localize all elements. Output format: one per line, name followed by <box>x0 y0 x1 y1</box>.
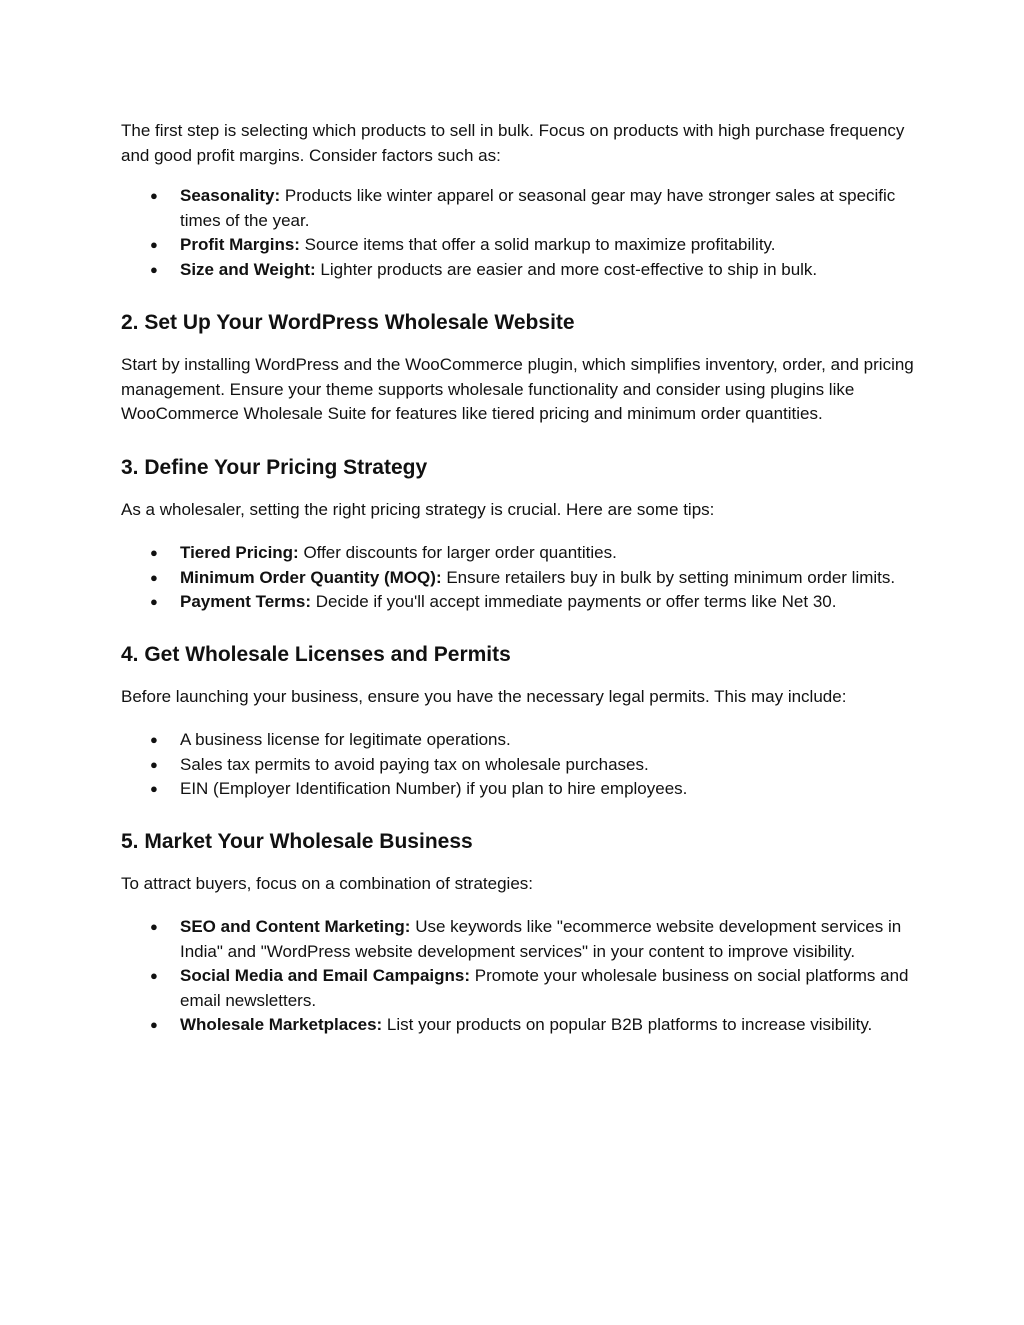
list-item <box>150 753 914 778</box>
item-label: Payment Terms: <box>180 592 312 611</box>
item-text: Sales tax permits to avoid paying tax on wholesale purchases. <box>180 754 649 774</box>
item-text: Use keywords like "ecommerce website development services in India" and "WordPress website development services" in your content to improve visibility. <box>180 917 902 961</box>
list-item <box>150 1013 914 1038</box>
list-item <box>150 915 914 964</box>
list-item <box>150 184 914 233</box>
market-list <box>121 915 914 1038</box>
list-item <box>150 728 914 753</box>
item-text: Lighter products are easier and more cost-effective to ship in bulk. <box>315 259 818 279</box>
bullet-icon: ● <box>150 732 158 747</box>
bullet-icon: ● <box>150 188 158 203</box>
bullet-icon: ● <box>150 756 158 772</box>
bullet-icon: ● <box>150 968 158 983</box>
item-text: Products like winter apparel or seasonal gear may have stronger sales at specific times of the year. <box>180 186 896 230</box>
item-label: SEO and Content Marketing: <box>180 917 411 936</box>
intro-paragraph: The first step is selecting which products to sell in bulk. Focus on products with high purchase frequency and good profit margins. Consider factors such as: <box>121 121 905 165</box>
licenses-list <box>121 728 914 802</box>
section-body-setup: Start by installing WordPress and the WooCommerce plugin, which simplifies inventory, order, and pricing management. Ensure your theme supports wholesale functionality and consider using plugins like WooCommerce Wholesale Suite for features like tiered pricing and minimum order quantities. <box>121 355 914 423</box>
section-body-market: To attract buyers, focus on a combination of strategies: <box>121 873 533 893</box>
section-body-licenses: Before launching your business, ensure you have the necessary legal permits. This may include: <box>121 686 847 706</box>
bullet-icon: ● <box>150 919 158 934</box>
list-item <box>150 777 914 802</box>
bullet-icon: ● <box>150 545 158 560</box>
list-item <box>150 964 914 1013</box>
item-text: Promote your wholesale business on social platforms and email newsletters. <box>180 966 909 1010</box>
item-label: Wholesale Marketplaces: <box>180 1015 383 1034</box>
item-text: Offer discounts for larger order quantities. <box>298 543 617 562</box>
item-label: Seasonality: <box>180 186 281 205</box>
section-body-pricing: As a wholesaler, setting the right pricing strategy is crucial. Here are some tips: <box>121 499 715 519</box>
factors-list <box>121 184 914 282</box>
item-text: A business license for legitimate operations. <box>180 730 511 749</box>
item-label: Social Media and Email Campaigns: <box>180 966 471 985</box>
section-heading-market: 5. Market Your Wholesale Business <box>121 829 473 853</box>
list-item <box>150 566 914 591</box>
bullet-icon: ● <box>150 781 158 796</box>
bullet-icon: ● <box>150 261 158 277</box>
item-text: Ensure retailers buy in bulk by setting minimum order limits. <box>441 567 896 587</box>
item-label: Minimum Order Quantity (MOQ): <box>180 567 442 587</box>
list-item <box>150 258 914 283</box>
item-text: EIN (Employer Identification Number) if you plan to hire employees. <box>180 779 688 798</box>
list-item <box>150 541 914 566</box>
section-heading-licenses: 4. Get Wholesale Licenses and Permits <box>121 642 511 666</box>
item-text: Decide if you'll accept immediate payments or offer terms like Net 30. <box>311 592 837 611</box>
item-text: Source items that offer a solid markup to maximize profitability. <box>299 235 776 254</box>
section-heading-setup: 2. Set Up Your WordPress Wholesale Website <box>121 311 575 334</box>
bullet-icon: ● <box>150 237 158 252</box>
bullet-icon: ● <box>150 1017 158 1032</box>
bullet-icon: ● <box>150 569 158 585</box>
item-label: Profit Margins: <box>180 235 300 254</box>
item-label: Size and Weight: <box>180 259 316 279</box>
item-text: List your products on popular B2B platforms to increase visibility. <box>382 1015 873 1034</box>
pricing-list <box>121 541 914 615</box>
section-heading-pricing: 3. Define Your Pricing Strategy <box>121 455 428 479</box>
bullet-icon: ● <box>150 594 158 609</box>
list-item <box>150 233 914 258</box>
list-item <box>150 590 914 615</box>
item-label: Tiered Pricing: <box>180 543 299 562</box>
